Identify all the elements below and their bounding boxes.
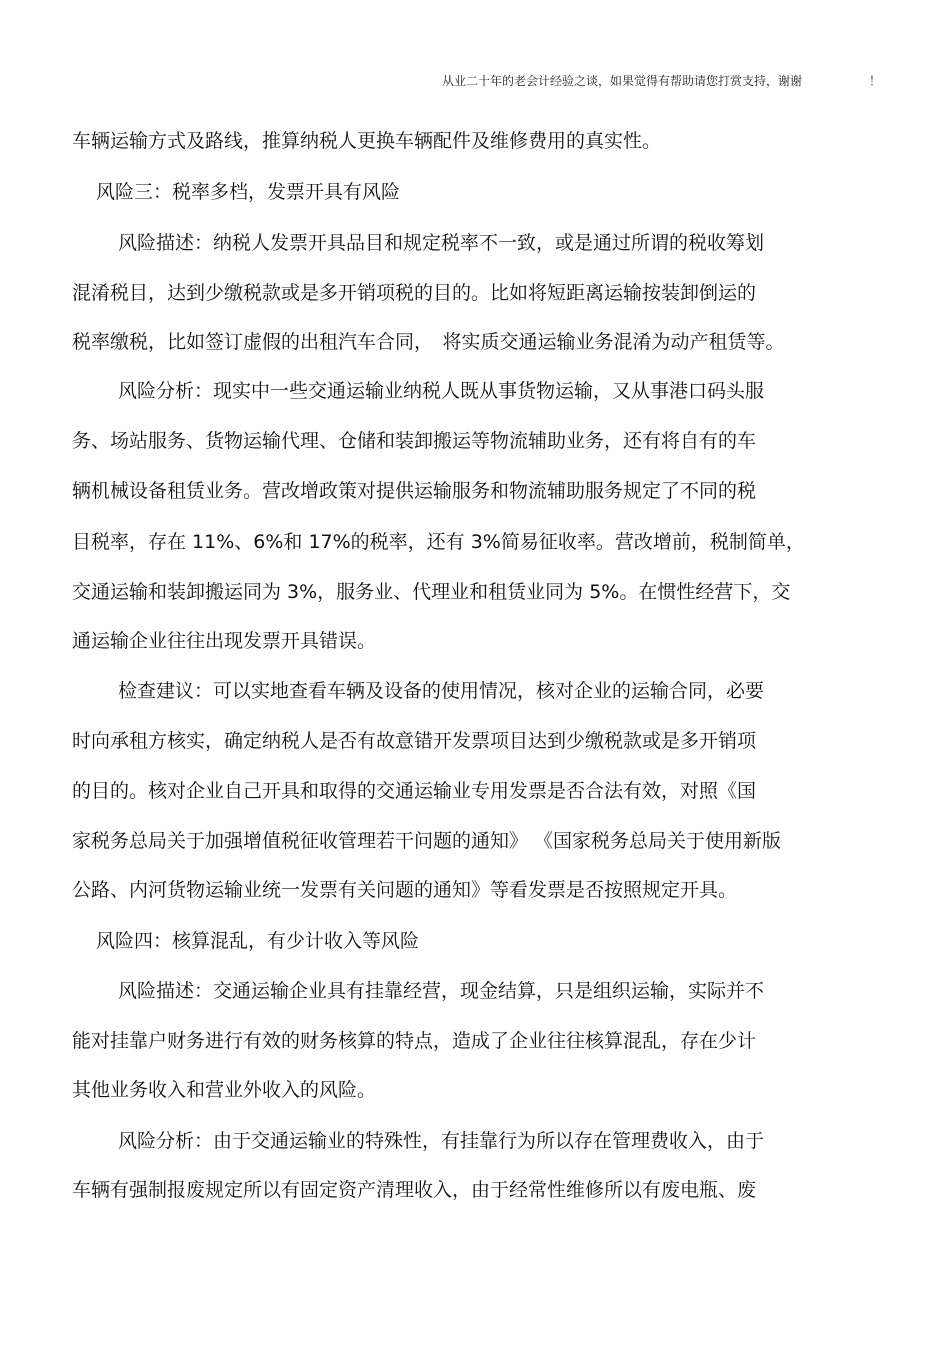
text-line: 的目的。核对企业自己开具和取得的交通运输业专用发票是否合法有效，对照《国 [72, 780, 757, 802]
header-text: 从业二十年的老会计经验之谈，如果觉得有帮助请您打赏支持，谢谢 [442, 74, 803, 88]
header-exclamation: ！ [869, 74, 882, 88]
text-line: 时向承租方核实，确定纳税人是否有故意错开发票项目达到少缴税款或是多开销项 [72, 730, 757, 752]
text-line: 风险描述：交通运输企业具有挂靠经营，现金结算，只是组织运输，实际并不 [118, 980, 765, 1002]
text-line: 公路、内河货物运输业统一发票有关问题的通知》等看发票是否按照规定开具。 [72, 879, 738, 901]
text-line: 家税务总局关于加强增值税征收管理若干问题的通知》 《国家税务总局关于使用新版 [72, 830, 782, 852]
text-line: 交通运输和装卸搬运同为 3%，服务业、代理业和租赁业同为 5%。在惯性经营下，交 [72, 581, 791, 603]
text-line: 车辆有强制报废规定所以有固定资产清理收入，由于经常性维修所以有废电瓶、废 [72, 1179, 757, 1201]
section-heading-risk-3: 风险三：税率多档，发票开具有风险 [96, 181, 401, 203]
page-header [380, 71, 880, 91]
text-line: 税率缴税，比如签订虚假的出租汽车合同， 将实质交通运输业务混淆为动产租赁等。 [72, 331, 785, 353]
text-line: 车辆运输方式及路线，推算纳税人更换车辆配件及维修费用的真实性。 [72, 130, 662, 152]
text-line: 务、场站服务、货物运输代理、仓储和装卸搬运等物流辅助业务，还有将自有的车 [72, 430, 757, 452]
text-line: 目税率，存在 11%、6%和 17%的税率，还有 3%简易征收率。营改增前，税制简单， [72, 531, 805, 553]
text-line: 风险描述：纳税人发票开具品目和规定税率不一致，或是通过所谓的税收筹划 [118, 232, 765, 254]
text-line: 能对挂靠户财务进行有效的财务核算的特点，造成了企业往往核算混乱，存在少计 [72, 1030, 757, 1052]
section-heading-risk-4: 风险四：核算混乱，有少计收入等风险 [96, 930, 420, 952]
text-line: 风险分析：现实中一些交通运输业纳税人既从事货物运输，又从事港口码头服 [118, 380, 765, 402]
text-line: 其他业务收入和营业外收入的风险。 [72, 1079, 377, 1101]
text-line: 检查建议：可以实地查看车辆及设备的使用情况，核对企业的运输合同，必要 [118, 680, 765, 702]
text-line: 辆机械设备租赁业务。营改增政策对提供运输服务和物流辅助服务规定了不同的税 [72, 480, 757, 502]
text-line: 风险分析：由于交通运输业的特殊性，有挂靠行为所以存在管理费收入，由于 [118, 1130, 765, 1152]
text-line: 通运输企业往往出现发票开具错误。 [72, 630, 377, 652]
text-line: 混淆税目，达到少缴税款或是多开销项税的目的。比如将短距离运输按装卸倒运的 [72, 282, 757, 304]
